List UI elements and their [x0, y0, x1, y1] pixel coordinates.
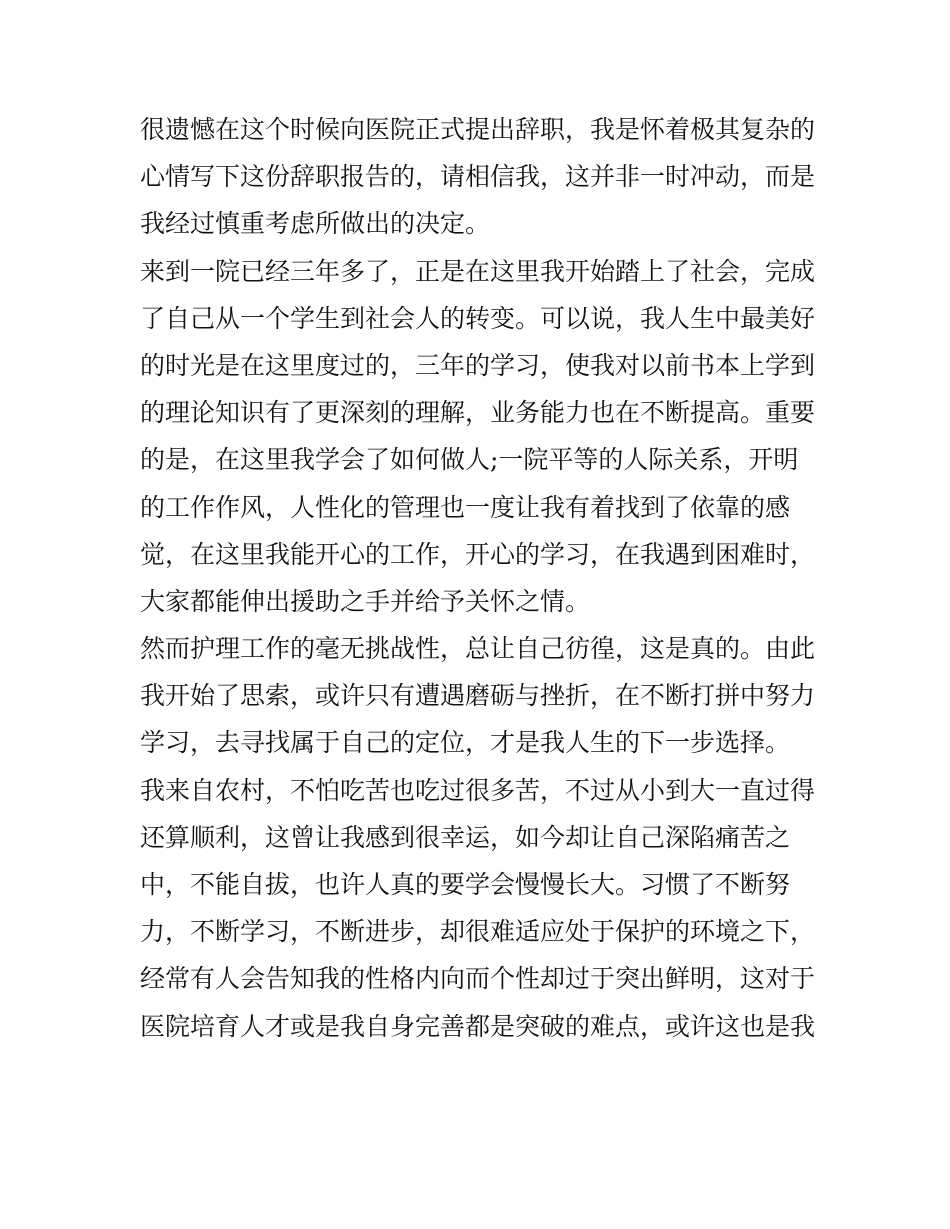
text-line: 的时光是在这里度过的，三年的学习，使我对以前书本上学到 — [140, 350, 816, 380]
text-line: 的是，在这里我学会了如何做人;一院平等的人际关系，开明 — [140, 445, 799, 475]
text-line: 很遗憾在这个时候向医院正式提出辞职，我是怀着极其复杂的 — [140, 115, 816, 144]
text-line: 大家都能伸出援助之手并给予关怀之情。 — [140, 586, 591, 616]
text-line: 的工作作风，人性化的管理也一度让我有着找到了依靠的感 — [140, 492, 791, 522]
text-line: 还算顺利，这曾让我感到很幸运，如今却让自己深陷痛苦之 — [140, 822, 791, 852]
text-line: 来到一院已经三年多了，正是在这里我开始踏上了社会，完成 — [140, 256, 816, 286]
text-line: 心情写下这份辞职报告的，请相信我，这并非一时冲动，而是 — [140, 162, 816, 192]
text-line: 然而护理工作的毫无挑战性，总让自己彷徨，这是真的。由此 — [140, 634, 816, 664]
text-line: 的理论知识有了更深刻的理解，业务能力也在不断提高。重要 — [140, 398, 816, 428]
text-line: 经常有人会告知我的性格内向而个性却过于突出鲜明，这对于 — [140, 964, 816, 994]
text-line: 觉，在这里我能开心的工作，开心的学习，在我遇到困难时， — [140, 539, 816, 569]
text-line: 学习，去寻找属于自己的定位，才是我人生的下一步选择。 — [140, 728, 791, 758]
text-line: 力，不断学习，不断进步，却很难适应处于保护的环境之下， — [140, 917, 816, 947]
text-line: 医院培育人才或是我自身完善都是突破的难点，或许这也是我 — [140, 1011, 816, 1041]
document-body — [140, 106, 820, 1050]
text-line: 中，不能自拔，也许人真的要学会慢慢长大。习惯了不断努 — [140, 870, 791, 899]
text-line: 我开始了思索，或许只有遭遇磨砺与挫折，在不断打拼中努力 — [140, 681, 816, 711]
text-line: 我来自农村，不怕吃苦也吃过很多苦，不过从小到大一直过得 — [140, 775, 816, 805]
text-line: 我经过慎重考虑所做出的决定。 — [140, 209, 491, 239]
text-line: 了自己从一个学生到社会人的转变。可以说，我人生中最美好 — [140, 303, 816, 333]
